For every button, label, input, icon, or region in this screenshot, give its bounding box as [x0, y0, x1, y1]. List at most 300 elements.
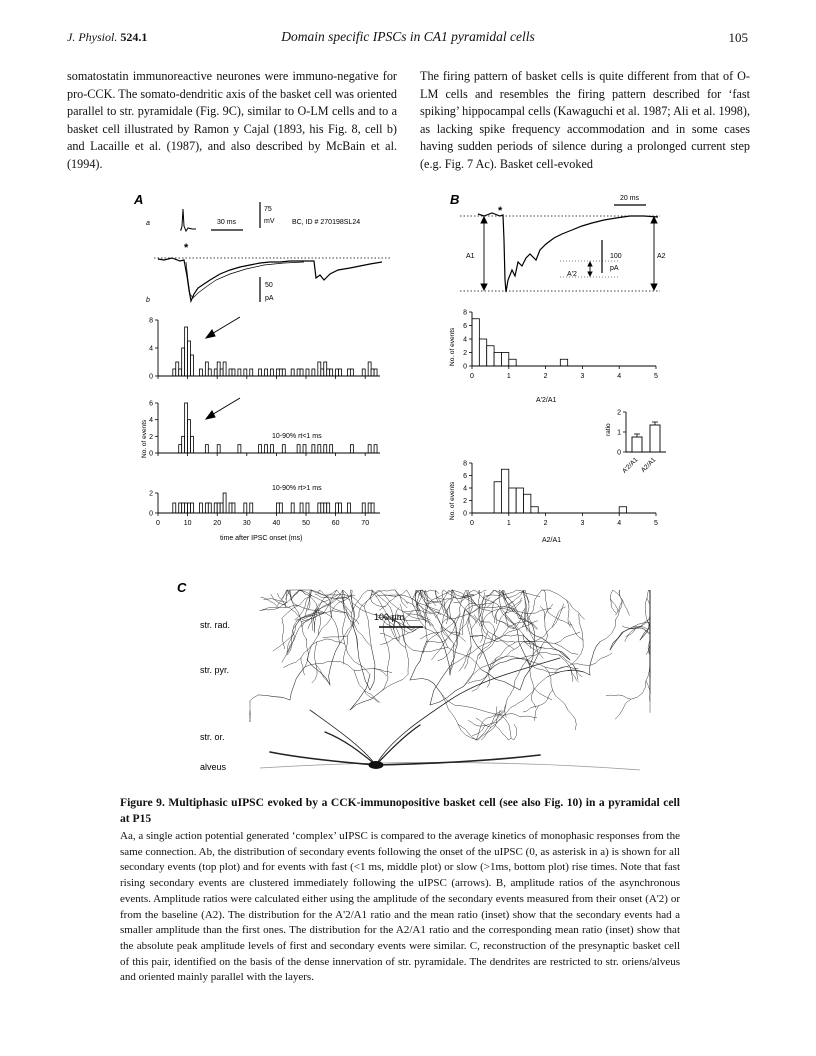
neurite-branch: [271, 594, 285, 605]
neurite-branch: [317, 639, 345, 644]
histogram-bar: [371, 369, 374, 376]
arrow-icon: [206, 398, 240, 419]
neurite-branch: [619, 590, 623, 600]
histogram-bar: [270, 369, 273, 376]
histogram-bar: [223, 493, 226, 513]
neurite-branch: [308, 590, 311, 610]
y-tick-label: 8: [463, 309, 467, 317]
neurite-branch: [511, 724, 517, 740]
neurite-branch: [600, 620, 615, 642]
neurite-branch: [520, 716, 537, 717]
hist-b2-xlabel: A2/A1: [542, 537, 562, 544]
neurite-branch: [342, 603, 345, 643]
histogram-bar: [185, 327, 188, 376]
neurite-branch: [345, 644, 370, 675]
layer-str-or: str. or.: [200, 732, 225, 742]
histogram-bar: [182, 348, 185, 376]
hist-a-ylabel: No. of events: [141, 419, 148, 458]
cell-id-label: BC, ID # 270198SL24: [292, 219, 361, 226]
histogram-bar: [362, 503, 365, 513]
neurite-branch: [478, 593, 498, 605]
histogram-bar: [276, 369, 279, 376]
histogram-bar: [188, 341, 191, 376]
neurite-branch: [481, 627, 483, 642]
neurite-branch: [497, 641, 516, 642]
neurite-branch: [410, 640, 427, 680]
neurite-branch: [312, 664, 317, 682]
basket-cell-reconstruction: [250, 590, 650, 769]
layer-str-pyr: str. pyr.: [200, 665, 230, 675]
histogram-bar: [324, 503, 327, 513]
neurite-branch: [307, 660, 330, 685]
histogram-bar: [339, 369, 342, 376]
histogram-bar: [312, 369, 315, 376]
neurite-branch: [559, 655, 573, 665]
neurite-branch: [430, 666, 450, 705]
neurite-branch: [523, 677, 547, 701]
x-tick-label: 40: [272, 520, 281, 527]
histogram-bar: [327, 503, 330, 513]
neurite-branch: [487, 595, 504, 608]
neurite-branch: [423, 632, 439, 653]
histogram-bar: [291, 503, 294, 513]
neurite-branch: [450, 593, 452, 618]
neurite-branch: [545, 667, 553, 690]
x-tick-label: 0: [156, 520, 160, 527]
neurite-branch: [464, 655, 479, 686]
x-tick-label: 1: [506, 373, 511, 380]
neurite-branch: [643, 628, 650, 650]
y-tick-label: 4: [149, 417, 153, 425]
neurite-branch: [500, 621, 518, 630]
histogram-bar: [347, 503, 350, 513]
histogram-bar: [182, 436, 185, 453]
panel-b-trace: [478, 213, 658, 292]
histogram-bar: [217, 362, 220, 376]
histogram-bar: [347, 369, 350, 376]
neurite-branch: [520, 654, 538, 690]
hist-a-xlabel: time after IPSC onset (ms): [220, 535, 303, 542]
histogram-bar: [232, 503, 235, 513]
neurite-branch: [354, 670, 365, 690]
y-tick-label: 2: [149, 433, 153, 441]
journal-name: J. Physiol.: [67, 30, 118, 44]
histogram-bar: [282, 369, 285, 376]
histogram-bar: [191, 436, 194, 453]
histogram-bar: [494, 353, 501, 367]
neurite-branch: [283, 658, 301, 668]
histogram-bar: [188, 503, 191, 513]
neurite-branch: [615, 699, 631, 719]
neurite-branch: [403, 611, 413, 625]
neurite-branch: [313, 611, 346, 616]
x-tick-label: 3: [580, 373, 585, 380]
histogram-bar: [238, 369, 241, 376]
histogram-bar: [306, 503, 309, 513]
histogram-bar: [217, 445, 220, 453]
hist-b1-ylabel: No. of events: [449, 327, 456, 366]
scale-75mv-value: 75: [264, 206, 272, 213]
x-tick-label: 0: [470, 520, 474, 527]
histogram-bar: [214, 369, 217, 376]
neurite-branch: [478, 590, 480, 606]
neurite-branch: [340, 617, 359, 644]
inset-mean-ratio: [617, 410, 666, 475]
neurite-branch: [296, 615, 313, 633]
neurite-branch: [441, 694, 458, 725]
neurite-branch: [555, 644, 578, 655]
y-tick-label: 2: [463, 498, 467, 505]
histogram-bar: [339, 503, 342, 513]
neurite-branch: [409, 628, 426, 633]
panel-a-asterisk: *: [184, 242, 189, 254]
neurite-branch: [572, 663, 596, 665]
y-tick-label: 8: [463, 460, 467, 468]
x-tick-label: 1: [506, 520, 511, 527]
neurite-branch: [610, 599, 616, 613]
histogram-bar: [270, 445, 273, 453]
histogram-a-slow-events: [149, 491, 380, 528]
histogram-bar: [205, 362, 208, 376]
neurite-branch: [478, 728, 494, 741]
scale-50pa-unit: pA: [265, 295, 274, 302]
neurite-branch: [482, 612, 492, 628]
histogram-bar: [199, 503, 202, 513]
neurite-branch: [545, 664, 572, 669]
histogram-bar: [188, 420, 191, 453]
histogram-bar: [509, 488, 516, 513]
histogram-bar: [560, 359, 567, 366]
neurite-branch: [489, 658, 497, 674]
histogram-bar: [182, 503, 185, 513]
dendrite: [376, 725, 420, 765]
histogram-bar: [318, 503, 321, 513]
neurite-branch: [380, 633, 393, 639]
histogram-bar: [619, 507, 626, 513]
label-aprime2: A'2: [567, 271, 577, 278]
histogram-bar: [279, 503, 282, 513]
neurite-branch: [504, 700, 523, 715]
neurite-branch: [534, 706, 538, 721]
soma: [369, 762, 383, 769]
histogram-bar: [303, 445, 306, 453]
histogram-bar: [179, 503, 182, 513]
panel-label-c: C: [177, 580, 187, 595]
neurite-branch: [436, 596, 444, 612]
neurite-branch: [494, 710, 500, 727]
neurite-branch: [282, 635, 293, 662]
dendrite: [325, 732, 376, 765]
histogram-bar: [368, 362, 371, 376]
histogram-bar: [173, 369, 176, 376]
neurite-branch: [616, 596, 623, 620]
histogram-bar: [324, 445, 327, 453]
neurite-branch: [553, 690, 568, 710]
layer-alveus: alveus: [200, 762, 227, 772]
y-tick-label: 4: [463, 336, 467, 344]
x-tick-label: 5: [654, 520, 658, 527]
y-tick-label: 6: [463, 323, 467, 330]
neurite-branch: [606, 695, 631, 699]
caption-title: Figure 9. Multiphasic uIPSC evoked by a CCK-immunopositive basket cell (see also Fig. 10) in a pyramidal cell at P15: [120, 796, 680, 825]
neurite-branch: [298, 606, 326, 613]
neurite-branch: [472, 676, 486, 691]
neurite-branch: [442, 627, 456, 646]
histogram-bar: [199, 369, 202, 376]
neurite-branch: [460, 590, 467, 614]
caption-text: Aa, a single action potential generated ‘complex’ uIPSC is compared to the average kinetics of monophasic responses from the same connection. Ab, the distribution of secondary events following the onset of the uIPSC (0, as asterisk in a) is shown for all secondary events (top plot) and for events with fast (<1 ms, middle plot) or slow (>1ms, bottom plot) rise times. Note that fast rising secondary events are clustered immediately following the uIPSC (arrows). B, amplitude ratios of the asynchronous events. Amplitude ratios were calculated either using the amplitude of the secondary events measured from their onset (A'2) or from the baseline (A2). The distribution for the A'2/A1 ratio and the mean ratio (inset) show that the secondary events had a smaller amplitude than the first ones. The distribution for the A2/A1 ratio and the corresponding mean ratio (inset) show that the absolute peak amplitude levels of first and secondary events were similar. C, reconstruction of the presynaptic basket cell of this pair, identified on the basis of the dense innervation of str. pyramidale. The dendrites are restricted to str. oriens/alveus and oriented mainly parallel with the layers.: [120, 830, 680, 984]
histogram-bar: [208, 503, 211, 513]
panel-label-b: B: [450, 192, 460, 207]
y-tick-label: 2: [463, 350, 467, 357]
body-right-column: The firing pattern of basket cells is quite different from that of O-LM cells and resembles the firing pattern described for ‘fast spiking’ hippocampal cells (Kawaguchi et al. 1987; Ali et al. 1998), as lacking spike frequency accommodation and in some cases having sudden periods of silence during a prolonged current step (e.g. Fig. 7 Ac). Basket cell-evoked: [420, 69, 750, 171]
neurite-branch: [261, 597, 278, 607]
neurite-branch: [384, 657, 390, 690]
x-tick-label: 4: [617, 373, 622, 380]
neurite-branch: [595, 653, 611, 663]
x-tick-label: 70: [361, 520, 370, 527]
histogram-bar: [330, 445, 333, 453]
histogram-bar: [191, 355, 194, 376]
neurite-branch: [534, 688, 552, 700]
neurite-branch: [301, 658, 305, 675]
histogram-bar: [205, 503, 208, 513]
neurite-branch: [290, 667, 305, 700]
x-tick-label: 10: [183, 520, 192, 527]
histogram-bar: [472, 319, 479, 366]
histogram-bar: [214, 503, 217, 513]
y-tick-label: 2: [149, 490, 153, 498]
x-tick-label: 2: [543, 520, 548, 527]
x-tick-label: 20: [213, 520, 222, 527]
y-tick-label: 0: [149, 373, 153, 381]
histogram-bar: [300, 369, 303, 376]
inset-y-tick-label: 2: [617, 409, 621, 417]
journal-volume: 524.1: [120, 30, 148, 44]
histogram-bar: [330, 369, 333, 376]
neurite-branch: [426, 590, 439, 594]
histogram-bar: [509, 359, 516, 366]
histogram-bar: [531, 507, 538, 513]
neurite-branch: [441, 619, 448, 647]
neurite-branch: [291, 597, 300, 617]
histogram-bar: [179, 369, 182, 376]
neurite-branch: [481, 669, 520, 690]
histogram-bar: [205, 445, 208, 453]
neurite-branch: [541, 606, 545, 618]
histogram-bar: [524, 494, 531, 513]
histogram-a-all-events: [149, 318, 380, 381]
neurite-branch: [552, 604, 564, 627]
histogram-bar: [318, 445, 321, 453]
inset-category-label: A'2/A1: [621, 456, 640, 475]
neurite-branch: [285, 605, 300, 617]
neurite-branch: [305, 639, 308, 667]
histogram-bar: [368, 445, 371, 453]
histogram-bar: [374, 445, 377, 453]
neurite-branch: [572, 640, 584, 664]
neurite-branch: [307, 635, 318, 660]
scale-100um-label: 100 µm: [374, 612, 405, 622]
label-a2: A2: [657, 253, 666, 260]
y-tick-label: 6: [463, 473, 467, 480]
neurite-branch: [504, 635, 524, 636]
scale-50pa-value: 50: [265, 282, 273, 289]
histogram-bar: [185, 503, 188, 513]
neurite-branch: [567, 600, 585, 619]
histogram-bar: [238, 445, 241, 453]
inset-bar: [632, 437, 642, 452]
panel-b-asterisk: *: [498, 205, 503, 217]
running-title: Domain specific IPSCs in CA1 pyramidal cells: [281, 29, 535, 44]
neurite-branch: [640, 602, 650, 640]
neurite-branch: [402, 626, 414, 650]
histogram-bar: [336, 503, 339, 513]
y-tick-label: 6: [149, 400, 153, 408]
histogram-bar: [208, 369, 211, 376]
neurite-branch: [371, 590, 373, 602]
histogram-bar: [232, 369, 235, 376]
histogram-bar: [229, 369, 232, 376]
y-tick-label: 4: [149, 345, 153, 353]
x-tick-label: 5: [654, 373, 658, 380]
neurite-branch: [465, 646, 472, 669]
neurite-branch: [466, 593, 475, 605]
histogram-bar: [374, 369, 377, 376]
neurite-branch: [384, 674, 409, 689]
y-tick-label: 4: [463, 485, 467, 493]
neurite-branch: [413, 647, 448, 651]
histogram-bar: [324, 362, 327, 376]
page-number: 105: [728, 30, 748, 45]
neurite-branch: [318, 617, 332, 635]
histogram-bar: [259, 445, 262, 453]
histogram-bar: [336, 369, 339, 376]
histogram-bar: [220, 503, 223, 513]
label-a1: A1: [466, 253, 475, 260]
histogram-bar: [191, 503, 194, 513]
histogram-bar: [494, 482, 501, 513]
neurite-branch: [372, 602, 385, 607]
hist-b1-xlabel: A'2/A1: [536, 397, 557, 404]
hist-b2-ylabel: No. of events: [449, 481, 456, 520]
neurite-branch: [623, 600, 630, 615]
neurite-branch: [380, 596, 397, 610]
neurite-branch: [610, 599, 618, 612]
layer-str-rad: str. rad.: [200, 620, 231, 630]
histogram-bar: [350, 369, 353, 376]
y-tick-label: 0: [149, 450, 153, 458]
neurite-branch: [495, 726, 511, 740]
inset-y-tick-label: 0: [617, 449, 621, 457]
histogram-bar: [244, 369, 247, 376]
histogram-bar: [327, 369, 330, 376]
neurite-branch: [507, 607, 530, 614]
neurite-branch: [323, 590, 336, 613]
histogram-bar: [250, 369, 253, 376]
neurite-branch: [639, 613, 650, 628]
y-tick-label: 8: [149, 317, 153, 325]
neurite-branch: [504, 592, 523, 599]
histogram-bar: [265, 445, 268, 453]
scale-30ms-label: 30 ms: [217, 219, 237, 226]
neurite-branch: [405, 648, 409, 675]
neurite-branch: [517, 653, 539, 659]
neurite-branch: [354, 668, 374, 670]
inset-bar: [650, 425, 660, 452]
neurite-branch: [350, 689, 384, 710]
neurite-branch: [640, 608, 650, 640]
subpanel-label-b: b: [146, 297, 150, 304]
neurite-branch: [331, 602, 339, 617]
y-tick-label: 0: [463, 363, 467, 371]
neurite-branch: [531, 688, 535, 708]
axon-trunk: [376, 658, 560, 765]
panel-a-trace-a: [180, 209, 196, 231]
arrow-icon: [206, 317, 240, 338]
histogram-bar: [350, 445, 353, 453]
histogram-bar: [501, 353, 508, 367]
y-tick-label: 0: [149, 510, 153, 518]
neurite-branch: [486, 595, 504, 596]
histogram-bar: [282, 445, 285, 453]
average-monophasic-trace: [186, 262, 304, 298]
inset-y-tick-label: 1: [617, 429, 621, 437]
neurite-branch: [250, 695, 259, 702]
histogram-bar: [265, 369, 268, 376]
histogram-bar: [479, 339, 486, 366]
histogram-bar: [362, 369, 365, 376]
neurite-branch: [351, 613, 357, 648]
scale-100pa-unit: pA: [610, 265, 619, 272]
neurite-branch: [539, 690, 553, 706]
x-tick-label: 50: [302, 520, 310, 527]
histogram-bar: [259, 369, 262, 376]
histogram-bar: [516, 488, 523, 513]
histogram-bar: [220, 369, 223, 376]
histogram-bar: [250, 503, 253, 513]
hist-a3-label: 10-90% rt>1 ms: [272, 485, 322, 492]
dendrite: [270, 752, 376, 765]
histogram-bar: [297, 369, 300, 376]
histogram-bar: [300, 503, 303, 513]
neurite-branch: [528, 590, 542, 620]
subpanel-label-a: a: [146, 220, 150, 227]
histogram-bar: [318, 362, 321, 376]
neurite-branch: [523, 641, 555, 643]
neurite-branch: [332, 661, 354, 670]
neurite-branch: [429, 590, 453, 603]
histogram-bar: [371, 503, 374, 513]
neurite-branch: [329, 644, 340, 685]
histogram-bar: [306, 369, 309, 376]
histogram-bar: [173, 503, 176, 513]
hist-a2-label: 10-90% rt<1 ms: [272, 433, 322, 440]
histogram-bar: [279, 369, 282, 376]
neurite-branch: [472, 708, 500, 715]
histogram-b-aprime2-a1: [463, 310, 658, 381]
histogram-bar: [321, 369, 324, 376]
histogram-bar: [297, 445, 300, 453]
y-tick-label: 0: [463, 510, 467, 518]
body-left-column: somatostatin immunoreactive neurones were immuno-negative for pro-CCK. The somato-dendritic axis of the basket cell was oriented parallel to str. pyramidale (Fig. 9C), similar to O-LM cells and to a basket cell illustrated by Ramon y Cajal (1893, his Fig. 8, cell b) and Lacaille et al. (1987), and also described by McBain et al. (1994).: [67, 69, 397, 171]
neurite-branch: [496, 627, 509, 639]
histogram-bar: [312, 445, 315, 453]
scale-75mv-unit: mV: [264, 218, 275, 225]
neurite-branch: [523, 706, 539, 712]
neurite-branch: [647, 598, 650, 619]
histogram-bar: [291, 369, 294, 376]
